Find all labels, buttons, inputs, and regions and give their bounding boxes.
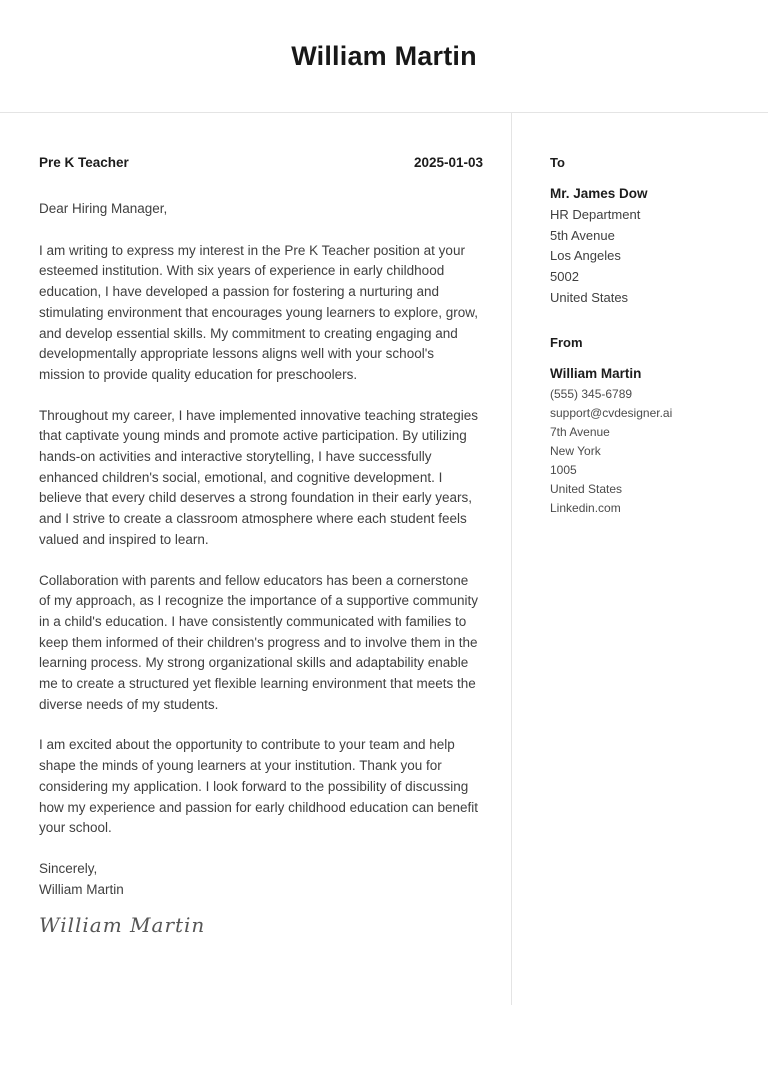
sender-country: United States bbox=[550, 481, 623, 496]
recipient-name: Mr. James Dow bbox=[550, 186, 648, 201]
applicant-name-heading: William Martin bbox=[291, 40, 477, 71]
recipient-country: United States bbox=[550, 289, 629, 305]
contact-sidebar bbox=[511, 113, 768, 1005]
sender-city: New York bbox=[550, 443, 601, 458]
from-label: From bbox=[550, 334, 583, 350]
closing-block bbox=[39, 859, 483, 900]
recipient-zip: 5002 bbox=[550, 269, 579, 285]
title-row bbox=[39, 155, 483, 170]
paragraph-closing: I am excited about the opportunity to contribute to your team and help shape the minds of young learners at your institution. Thank you for considering my application. I look forward to the possibility of discussing how my experience and passion for early childhood education can benefit your school. bbox=[39, 737, 479, 836]
sender-block bbox=[550, 335, 748, 518]
sender-zip: 1005 bbox=[550, 462, 577, 477]
letter-body-column bbox=[0, 113, 511, 1005]
letter-header bbox=[0, 0, 768, 113]
sender-phone: (555) 345-6789 bbox=[550, 386, 633, 401]
paragraph-experience: Throughout my career, I have implemented innovative teaching strategies that captivate young minds and promote active participation. By utilizing hands-on activities and interactive storytelling, I have successfully enhanced children's social, emotional, and cognitive development. I believe that every child deserves a strong foundation in their early years, and I strive to create a classroom atmosphere where each student feels valued and inspired to learn. bbox=[39, 407, 478, 547]
salutation: Dear Hiring Manager, bbox=[39, 201, 168, 216]
sender-name: William Martin bbox=[550, 365, 642, 381]
job-title: Pre K Teacher bbox=[39, 155, 129, 170]
paragraph-collaboration: Collaboration with parents and fellow educators has been a cornerstone of my approach, as I recognize the importance of a supportive community in a child's education. I have consistently communicated with families to keep them informed of their children's progress and to involve them in the learning process. My strong organizational skills and adaptability enable me to create a structured yet flexible learning environment that meets the diverse needs of my students. bbox=[39, 572, 478, 712]
closing-word: Sincerely, bbox=[39, 860, 98, 876]
sender-email: support@cvdesigner.ai bbox=[550, 405, 673, 420]
recipient-city: Los Angeles bbox=[550, 248, 621, 264]
recipient-street: 5th Avenue bbox=[550, 227, 615, 243]
recipient-department: HR Department bbox=[550, 207, 641, 222]
letter-date: 2025-01-03 bbox=[413, 155, 483, 170]
paragraph-intro: I am writing to express my interest in the Pre K Teacher position at your esteemed institution. With six years of experience in early childhood education, I have developed a passion for fostering a nurturing and stimulating environment that encourages young learners to explore, grow, and develop essential skills. My commitment to creating engaging and developmentally appropriate lessons aligns well with your school's mission to provide quality education for preschoolers. bbox=[39, 242, 479, 382]
letter-content bbox=[0, 113, 768, 1005]
sender-linkedin: Linkedin.com bbox=[550, 500, 621, 515]
closing-typed-name: William Martin bbox=[39, 881, 124, 897]
sender-street: 7th Avenue bbox=[550, 424, 610, 439]
handwritten-signature: William Martin bbox=[39, 913, 206, 938]
recipient-block bbox=[550, 155, 748, 309]
to-label: To bbox=[550, 155, 565, 170]
